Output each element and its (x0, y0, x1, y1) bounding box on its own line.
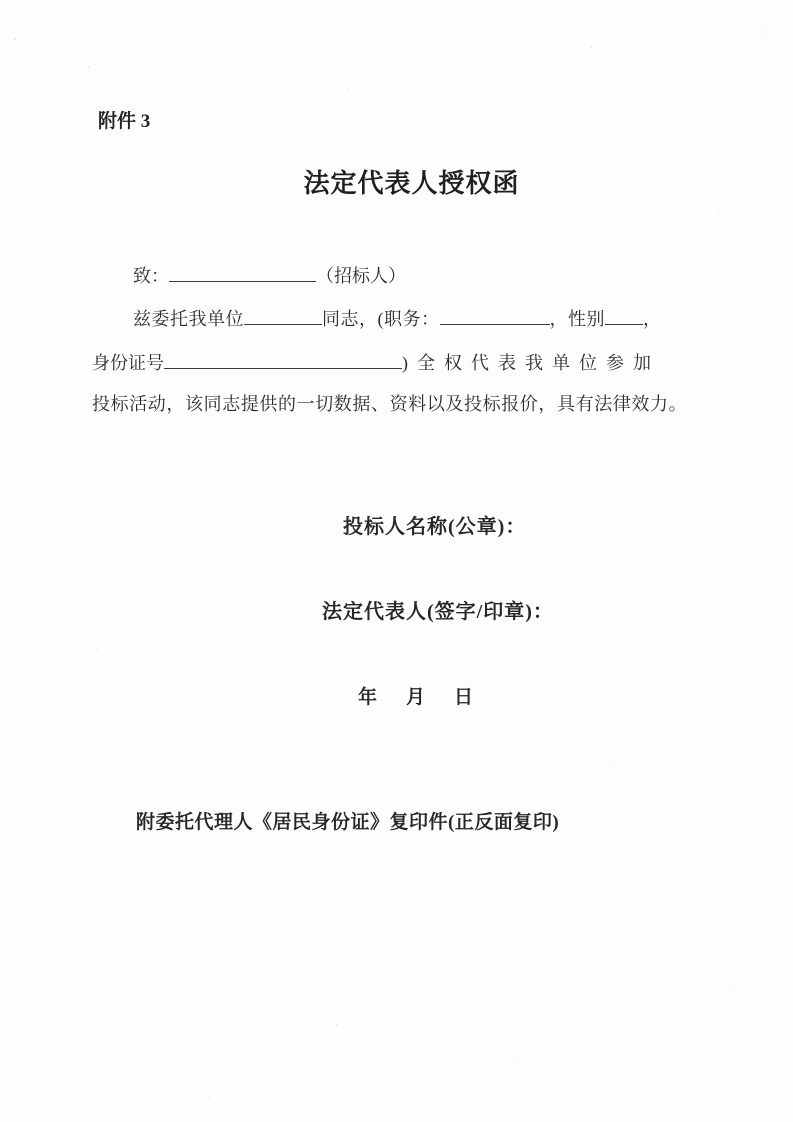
entrust-seg1: 兹委托我单位 (133, 308, 244, 329)
paragraph-line-1 (92, 262, 729, 287)
authorization-seg: )全权代表我单位参加 (402, 352, 660, 373)
legal-representative-signature-label: 法定代表人(签字/印章)： (322, 601, 554, 623)
id-number-blank-underline (164, 349, 402, 369)
paragraph-line-4: 投标活动，该同志提供的一切数据、资料以及投标报价，具有法律效力。 (92, 394, 688, 414)
entrust-seg4: ， (643, 308, 662, 329)
paragraph-line-2 (92, 305, 729, 330)
gender-blank-underline (605, 305, 643, 325)
date-year-month-day-line: 年 月 日 (358, 687, 479, 708)
entrust-seg3: ，性别 (549, 308, 605, 329)
addressee-prefix: 致： (133, 265, 169, 286)
id-number-label: 身份证号 (92, 352, 164, 373)
agent-name-blank-underline (244, 305, 322, 325)
scan-noise-specks (0, 0, 2, 2)
entrust-seg2: 同志，(职务： (322, 308, 440, 329)
paragraph-line-3 (92, 349, 688, 374)
document-title: 法定代表人授权函 (303, 169, 520, 198)
addressee-blank-underline (169, 262, 316, 282)
bidder-name-seal-label: 投标人名称(公章)： (343, 516, 527, 538)
position-blank-underline (440, 305, 550, 325)
id-copy-attachment-footnote: 附委托代理人《居民身份证》复印件(正反面复印) (136, 812, 560, 833)
attachment-number-label: 附件 3 (98, 111, 151, 132)
addressee-suffix: （招标人） (316, 265, 406, 286)
